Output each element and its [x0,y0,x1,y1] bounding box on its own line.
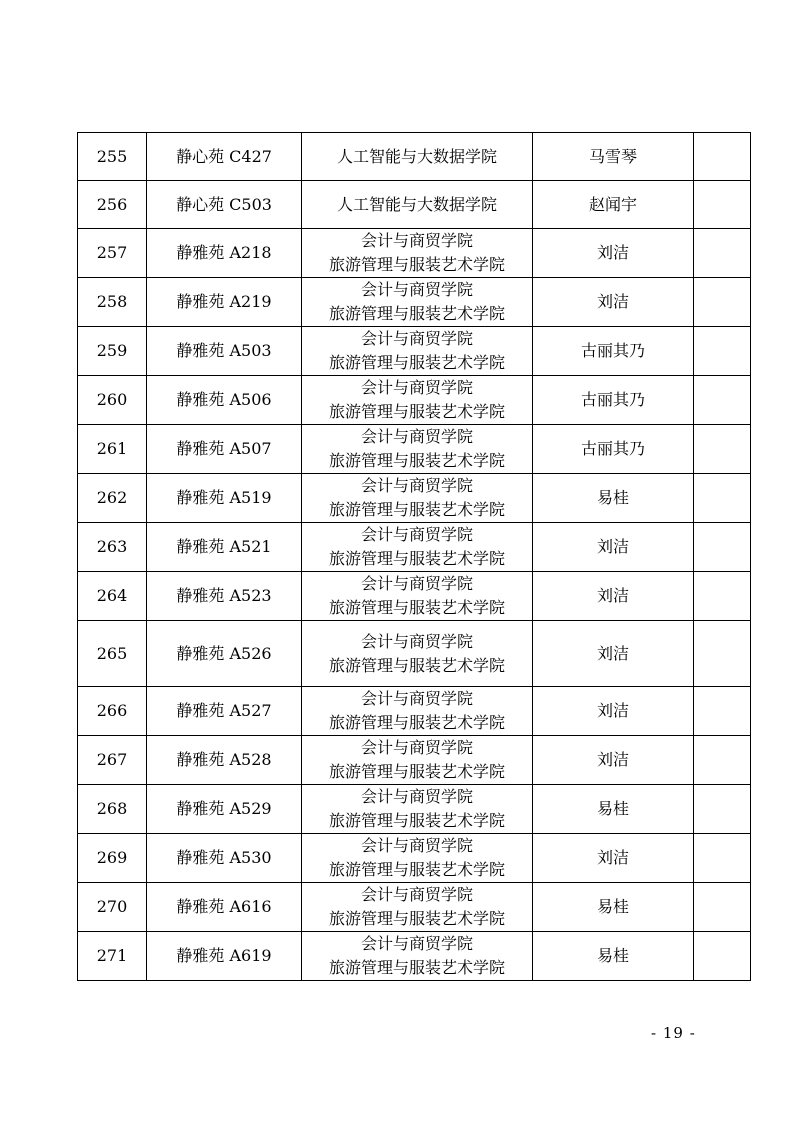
college-cell [302,523,533,572]
row-number-cell: 270 [78,883,147,932]
college-cell [302,687,533,736]
college-name: 旅游管理与服装艺术学院 [328,811,505,830]
room-cell: 静雅苑 A218 [147,229,302,278]
college-name: 旅游管理与服装艺术学院 [328,762,505,781]
row-number-cell: 258 [78,278,147,327]
row-number-cell: 271 [78,932,147,981]
college-name: 旅游管理与服装艺术学院 [328,958,505,977]
college-name: 旅游管理与服装艺术学院 [328,860,505,879]
table-body [78,133,751,981]
row-number-cell: 263 [78,523,147,572]
room-cell: 静心苑 C427 [147,133,302,181]
table-row [78,133,751,181]
person-in-charge-cell: 赵闻宇 [533,181,694,229]
college-name: 旅游管理与服装艺术学院 [328,713,505,732]
dorm-assignment-table [77,132,751,981]
college-cell [302,278,533,327]
person-in-charge-cell: 古丽其乃 [533,327,694,376]
table-row [78,376,751,425]
room-cell: 静雅苑 A619 [147,932,302,981]
person-in-charge-cell: 刘洁 [533,834,694,883]
row-number-cell: 256 [78,181,147,229]
person-in-charge-cell: 刘洁 [533,229,694,278]
table-row [78,883,751,932]
note-cell [694,572,751,621]
table-row [78,327,751,376]
room-cell: 静雅苑 A523 [147,572,302,621]
college-name: 旅游管理与服装艺术学院 [328,909,505,928]
room-cell: 静心苑 C503 [147,181,302,229]
row-number-cell: 262 [78,474,147,523]
college-name: 会计与商贸学院 [360,631,473,651]
college-name: 旅游管理与服装艺术学院 [328,500,505,519]
row-number-cell: 269 [78,834,147,883]
note-cell [694,133,751,181]
person-in-charge-cell: 刘洁 [533,278,694,327]
college-name: 人工智能与大数据学院 [336,194,497,214]
college-name: 会计与商贸学院 [360,378,473,397]
note-cell [694,736,751,785]
room-cell: 静雅苑 A530 [147,834,302,883]
room-cell: 静雅苑 A506 [147,376,302,425]
person-in-charge-cell: 易桂 [533,474,694,523]
room-cell: 静雅苑 A526 [147,621,302,687]
table-row [78,932,751,981]
college-name: 会计与商贸学院 [360,525,473,544]
note-cell [694,687,751,736]
room-cell: 静雅苑 A521 [147,523,302,572]
row-number-cell: 265 [78,621,147,687]
row-number-cell: 261 [78,425,147,474]
note-cell [694,376,751,425]
college-cell [302,327,533,376]
college-name: 会计与商贸学院 [360,280,473,299]
college-name: 会计与商贸学院 [360,689,473,708]
note-cell [694,425,751,474]
note-cell [694,834,751,883]
room-cell: 静雅苑 A507 [147,425,302,474]
row-number-cell: 267 [78,736,147,785]
college-cell [302,883,533,932]
note-cell [694,474,751,523]
table-row [78,474,751,523]
college-cell [302,181,533,229]
table-row [78,621,751,687]
room-cell: 静雅苑 A528 [147,736,302,785]
college-name: 旅游管理与服装艺术学院 [328,598,505,617]
note-cell [694,327,751,376]
college-name: 旅游管理与服装艺术学院 [328,353,505,372]
note-cell [694,621,751,687]
college-name: 会计与商贸学院 [360,574,473,593]
note-cell [694,278,751,327]
room-cell: 静雅苑 A527 [147,687,302,736]
table-row [78,834,751,883]
row-number-cell: 259 [78,327,147,376]
person-in-charge-cell: 古丽其乃 [533,425,694,474]
person-in-charge-cell: 易桂 [533,932,694,981]
table-row [78,572,751,621]
college-cell [302,474,533,523]
person-in-charge-cell: 刘洁 [533,736,694,785]
table-row [78,181,751,229]
college-cell [302,376,533,425]
person-in-charge-cell: 刘洁 [533,687,694,736]
college-cell [302,736,533,785]
college-name: 会计与商贸学院 [360,329,473,348]
table-row [78,229,751,278]
college-cell [302,834,533,883]
college-name: 会计与商贸学院 [360,231,473,250]
table-row [78,523,751,572]
note-cell [694,181,751,229]
note-cell [694,932,751,981]
table-row [78,425,751,474]
college-name: 会计与商贸学院 [360,885,473,904]
college-name: 旅游管理与服装艺术学院 [328,402,505,421]
person-in-charge-cell: 刘洁 [533,621,694,687]
college-name: 会计与商贸学院 [360,787,473,806]
college-cell [302,785,533,834]
row-number-cell: 266 [78,687,147,736]
college-cell [302,572,533,621]
room-cell: 静雅苑 A503 [147,327,302,376]
room-cell: 静雅苑 A616 [147,883,302,932]
college-name: 旅游管理与服装艺术学院 [328,304,505,323]
college-name: 旅游管理与服装艺术学院 [328,549,505,568]
room-cell: 静雅苑 A219 [147,278,302,327]
college-name: 旅游管理与服装艺术学院 [328,451,505,470]
room-cell: 静雅苑 A519 [147,474,302,523]
person-in-charge-cell: 易桂 [533,785,694,834]
college-cell [302,932,533,981]
page-number: - 19 - [651,1024,696,1042]
college-name: 旅游管理与服装艺术学院 [328,255,505,274]
college-name: 会计与商贸学院 [360,934,473,953]
note-cell [694,883,751,932]
room-cell: 静雅苑 A529 [147,785,302,834]
person-in-charge-cell: 刘洁 [533,572,694,621]
college-name: 旅游管理与服装艺术学院 [328,655,505,675]
college-cell [302,425,533,474]
note-cell [694,523,751,572]
row-number-cell: 255 [78,133,147,181]
table-row [78,785,751,834]
college-name: 会计与商贸学院 [360,836,473,855]
college-name: 会计与商贸学院 [360,476,473,495]
row-number-cell: 264 [78,572,147,621]
college-cell [302,133,533,181]
college-cell [302,621,533,687]
college-name: 人工智能与大数据学院 [336,146,497,166]
row-number-cell: 257 [78,229,147,278]
college-name: 会计与商贸学院 [360,738,473,757]
table-row [78,736,751,785]
note-cell [694,785,751,834]
row-number-cell: 260 [78,376,147,425]
person-in-charge-cell: 古丽其乃 [533,376,694,425]
person-in-charge-cell: 马雪琴 [533,133,694,181]
row-number-cell: 268 [78,785,147,834]
person-in-charge-cell: 刘洁 [533,523,694,572]
person-in-charge-cell: 易桂 [533,883,694,932]
college-name: 会计与商贸学院 [360,427,473,446]
note-cell [694,229,751,278]
table-row [78,687,751,736]
table-row [78,278,751,327]
college-cell [302,229,533,278]
